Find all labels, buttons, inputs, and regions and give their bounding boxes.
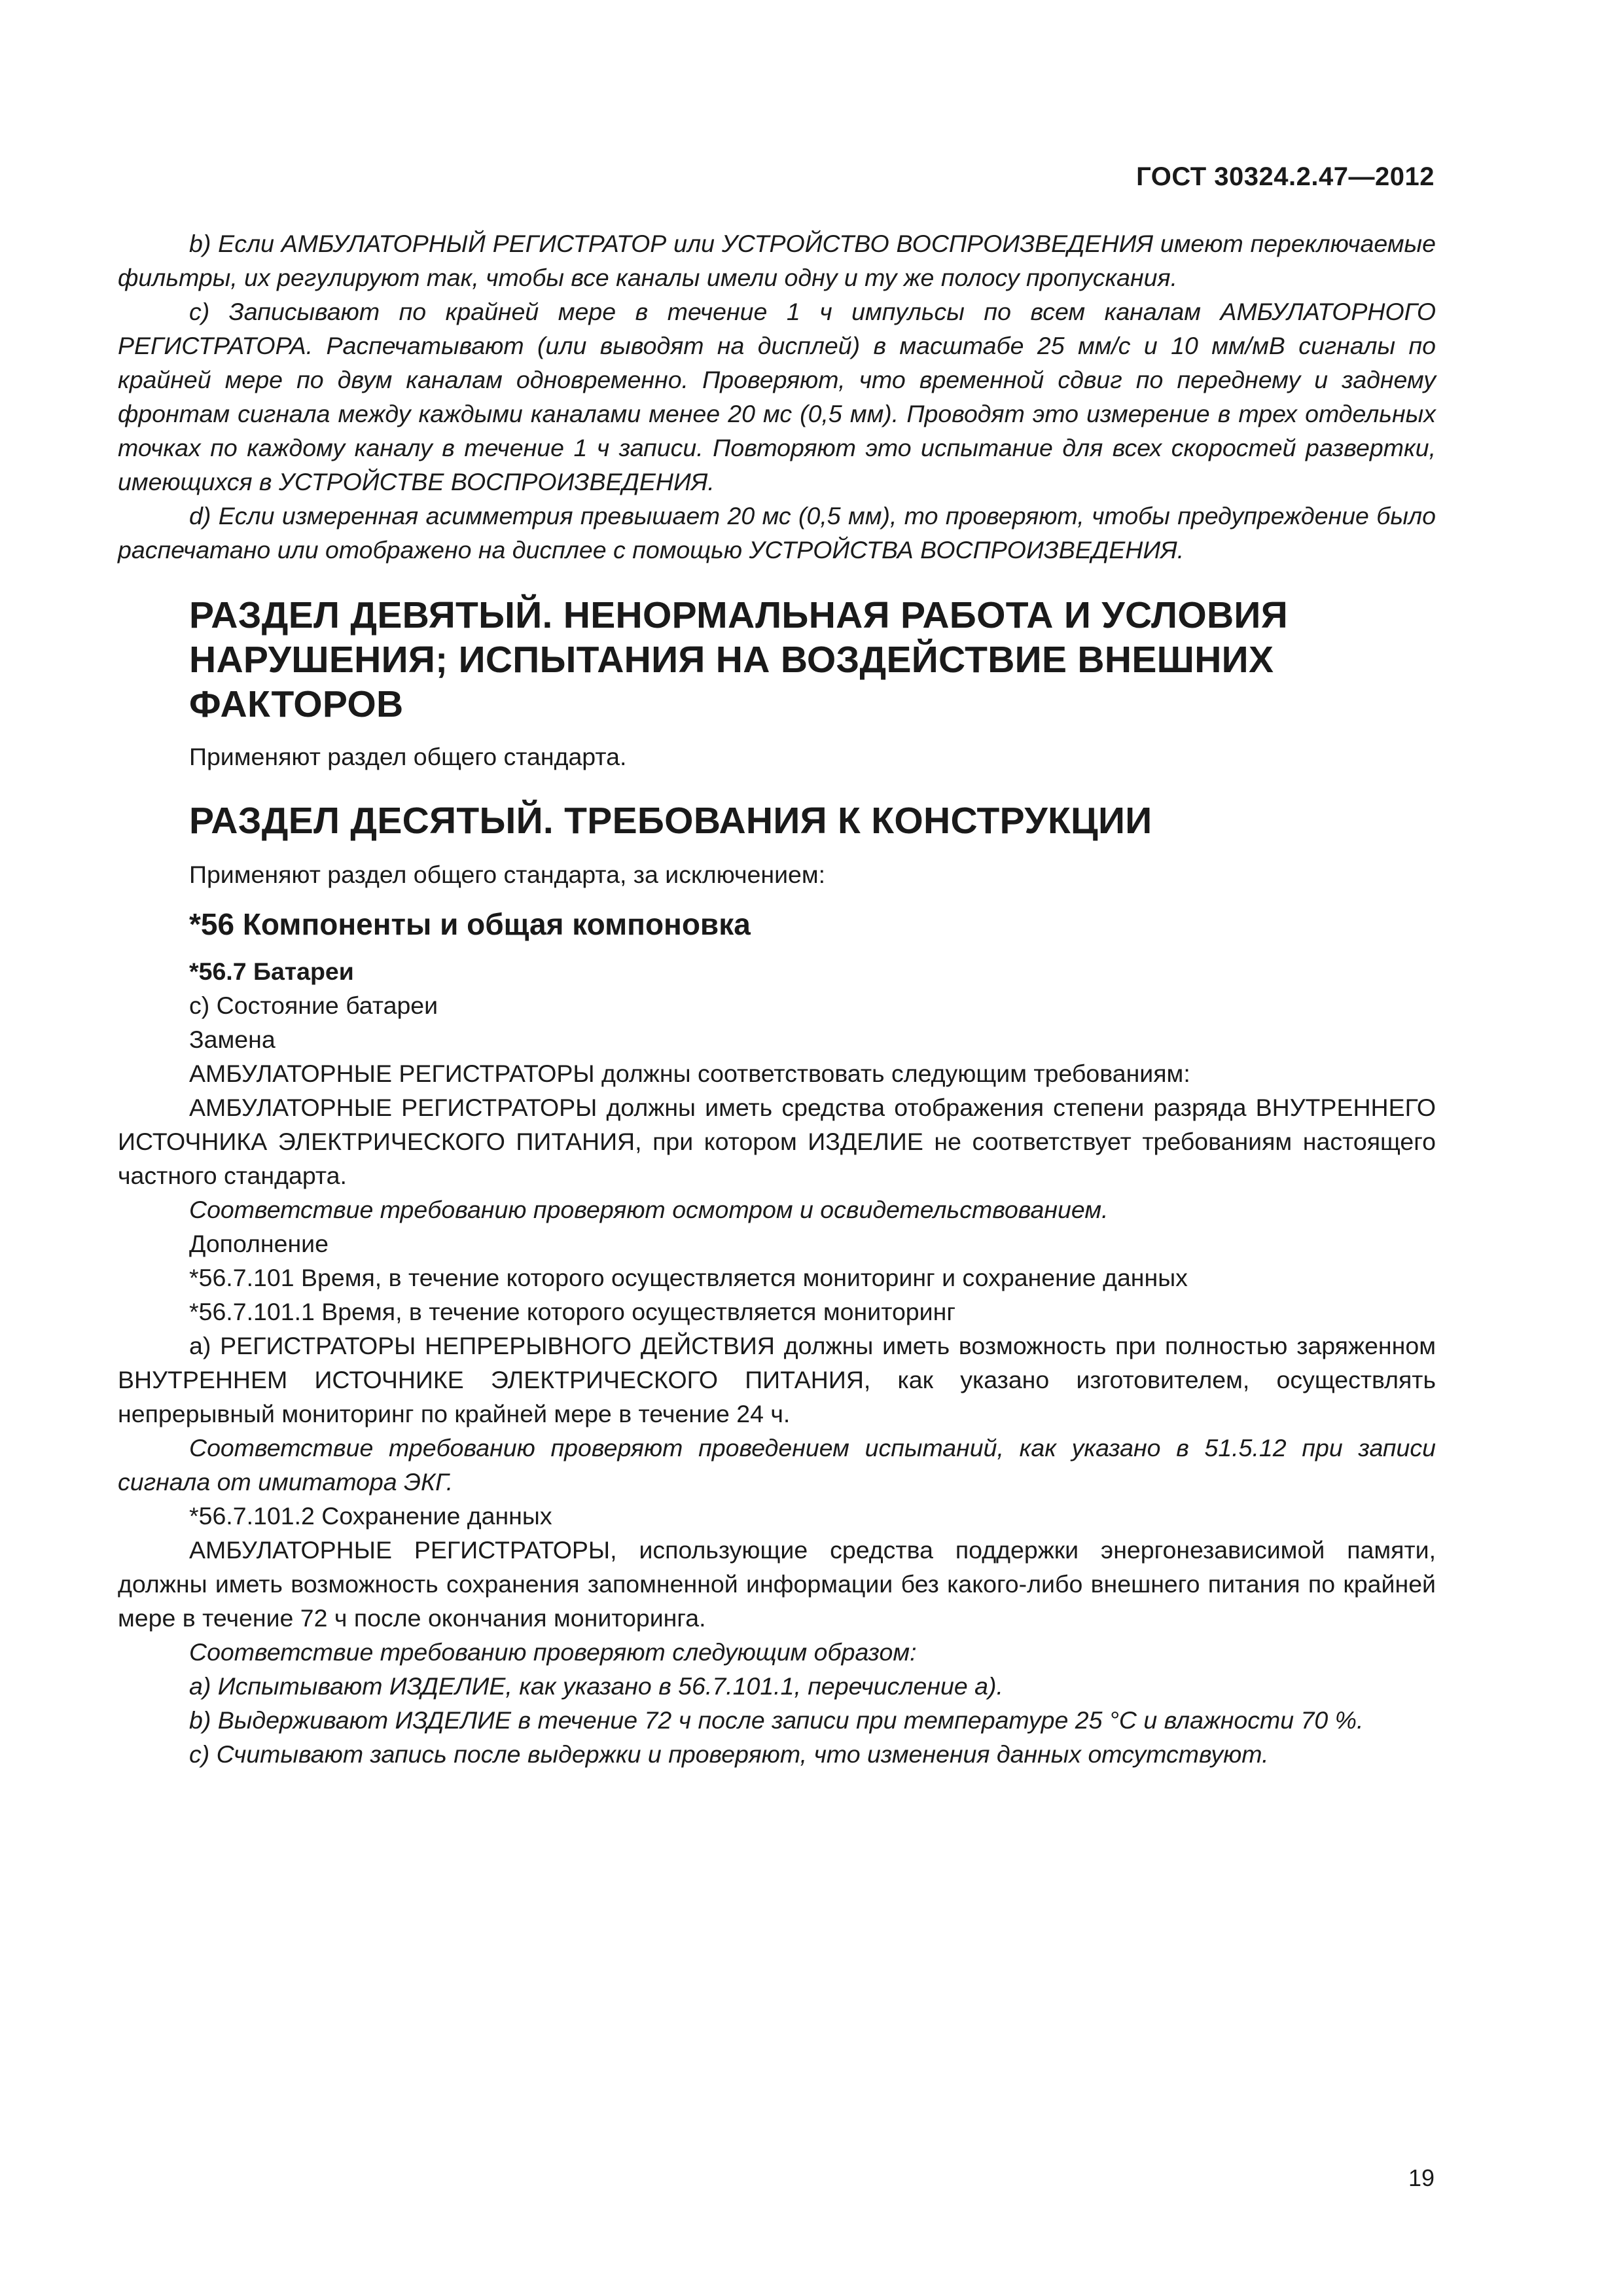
test-step-c: c) Считывают запись после выдержки и проверяют, что изменения данных отсутствуют. xyxy=(189,1740,1269,1768)
section-nine-title: РАЗДЕЛ ДЕВЯТЫЙ. НЕНОРМАЛЬНАЯ РАБОТА И УСЛОВИЯ НАРУШЕНИЯ; ИСПЫТАНИЯ НА ВОЗДЕЙСТВИЕ ВНЕШНИХ ФАКТОРОВ xyxy=(189,594,1288,725)
requirements-text: АМБУЛАТОРНЫЕ РЕГИСТРАТОРЫ должны иметь средства отображения степени разряда ВНУТРЕННЕГО ИСТОЧНИКА ЭЛЕКТРИЧЕСКОГО ПИТАНИЯ, при котором ИЗДЕЛИЕ не соответствует требованиям настоящего частного стандарта. xyxy=(118,1094,1436,1189)
item-c-recording: c) Записывают по крайней мере в течение 1 ч импульсы по всем каналам АМБУЛАТОРНОГО РЕГИСТРАТОРА. Распечатывают (или выводят на дисплей) в масштабе 25 мм/с и 10 мм/мВ сигналы по крайней мере по двум каналам одновременно. Проверяют, что временной сдвиг по переднему и заднему фронтам сигнала между каждыми каналами менее 20 мс (0,5 мм). Проводят это измерение в трех отдельных точках по каждому каналу в течение 1 ч записи. Повторяют это испытание для всех скоростей развертки, имеющихся в УСТРОЙСТВЕ ВОСПРОИЗВЕДЕНИЯ. xyxy=(118,298,1436,495)
requirements-intro: АМБУЛАТОРНЫЕ РЕГИСТРАТОРЫ должны соответствовать следующим требованиям: xyxy=(189,1060,1190,1087)
page-number: 19 xyxy=(1408,2164,1435,2191)
clause-56-title: *56 Компоненты и общая компоновка xyxy=(189,907,751,941)
compliance-testing: Соответствие требованию проверяют проведением испытаний, как указано в 51.5.12 при записи сигнала от имитатора ЭКГ. xyxy=(118,1434,1436,1496)
replacement-label: Замена xyxy=(189,1026,276,1053)
item-d-asymmetry: d) Если измеренная асимметрия превышает 20 мс (0,5 мм), то проверяют, чтобы предупреждение было распечатано или отображено на дисплее с помощью УСТРОЙСТВА ВОСПРОИЗВЕДЕНИЯ. xyxy=(118,502,1436,564)
storage-requirement: АМБУЛАТОРНЫЕ РЕГИСТРАТОРЫ, использующие средства поддержки энергонезависимой памяти, должны иметь возможность сохранения запомненной информации без какого-либо внешнего питания по крайней мере в течение 72 ч после окончания мониторинга. xyxy=(118,1536,1436,1632)
test-step-a: a) Испытывают ИЗДЕЛИЕ, как указано в 56.7.101.1, перечисление а). xyxy=(189,1672,1003,1700)
section-nine-text: Применяют раздел общего стандарта. xyxy=(189,743,627,770)
clause-56-7-101-2: *56.7.101.2 Сохранение данных xyxy=(189,1502,552,1530)
item-b-filters: b) Если АМБУЛАТОРНЫЙ РЕГИСТРАТОР или УСТРОЙСТВО ВОСПРОИЗВЕДЕНИЯ имеют переключаемые фильтры, их регулируют так, чтобы все каналы имели одну и ту же полосу пропускания. xyxy=(118,230,1436,291)
document-id-header: ГОСТ 30324.2.47—2012 xyxy=(1136,162,1435,191)
test-step-b: b) Выдерживают ИЗДЕЛИЕ в течение 72 ч после записи при температуре 25 °С и влажности 70 %. xyxy=(189,1706,1364,1734)
clause-56-7-101: *56.7.101 Время, в течение которого осуществляется мониторинг и сохранение данных xyxy=(189,1264,1188,1291)
clause-56-7-title: *56.7 Батареи xyxy=(189,958,354,985)
addition-label: Дополнение xyxy=(189,1230,329,1257)
section-ten-text: Применяют раздел общего стандарта, за исключением: xyxy=(189,861,826,888)
battery-state: c) Состояние батареи xyxy=(189,992,438,1019)
page-content xyxy=(118,226,1436,1771)
compliance-procedure: Соответствие требованию проверяют следующим образом: xyxy=(189,1638,917,1666)
item-a-monitoring: a) РЕГИСТРАТОРЫ НЕПРЕРЫВНОГО ДЕЙСТВИЯ должны иметь возможность при полностью заряженном ВНУТРЕННЕМ ИСТОЧНИКЕ ЭЛЕКТРИЧЕСКОГО ПИТАНИЯ, как указано изготовителем, осуществлять непрерывный мониторинг по крайней мере в течение 24 ч. xyxy=(118,1332,1436,1427)
section-ten-title: РАЗДЕЛ ДЕСЯТЫЙ. ТРЕБОВАНИЯ К КОНСТРУКЦИИ xyxy=(189,800,1152,842)
compliance-inspection: Соответствие требованию проверяют осмотром и освидетельствованием. xyxy=(189,1196,1109,1223)
clause-56-7-101-1: *56.7.101.1 Время, в течение которого осуществляется мониторинг xyxy=(189,1298,955,1325)
